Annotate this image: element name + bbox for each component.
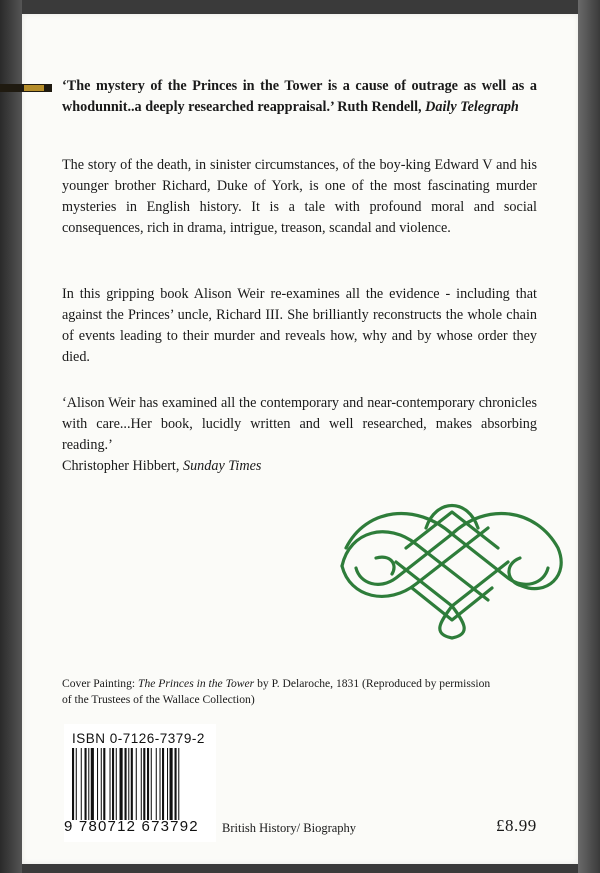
barcode-panel bbox=[64, 724, 216, 842]
isbn-label: ISBN 0-7126-7379-2 bbox=[72, 731, 205, 746]
right-edge-shadow bbox=[578, 0, 600, 873]
credit-prefix: Cover Painting: bbox=[62, 677, 136, 690]
barcode-digits: 9 780712 673792 bbox=[64, 818, 199, 835]
credit-painting-title: The Princes in the Tower bbox=[138, 677, 255, 690]
blurb-paragraph-2: In this gripping book Alison Weir re-examines all the evidence - including that against the Princes’ uncle, Richard III. She brilliantly reconstructs the whole chain of events leading to their murder and reveals how, why and by whose order they died. bbox=[62, 286, 537, 365]
gold-tab-mark bbox=[0, 84, 52, 92]
quote-source: Daily Telegraph bbox=[425, 99, 519, 115]
quote-source: Sunday Times bbox=[182, 458, 262, 474]
price-label: £8.99 bbox=[496, 816, 537, 835]
barcode-icon bbox=[72, 748, 212, 820]
quote-text: ‘The mystery of the Princes in the Tower is a cause of outrage as well as a whodunnit..a deeply researched reappraisal.’ bbox=[62, 78, 537, 115]
left-spine-shadow bbox=[0, 0, 22, 873]
review-quote-rendell bbox=[62, 76, 537, 118]
category-label: British History/ Biography bbox=[222, 821, 357, 835]
decorative-knot-ornament bbox=[336, 488, 568, 640]
credit-rest: by P. Delaroche, 1831 (Reproduced by permission of the Trustees of the Wallace Collection) bbox=[62, 677, 491, 706]
cover-painting-credit bbox=[62, 676, 502, 708]
quote-text: ‘Alison Weir has examined all the contemporary and near-contemporary chronicles with care...Her book, lucidly written and well researched, makes absorbing reading.’ bbox=[62, 395, 537, 453]
quote-author: Christopher Hibbert, bbox=[62, 458, 180, 474]
blurb-paragraph-1: The story of the death, in sinister circumstances, of the boy-king Edward V and his younger brother Richard, Duke of York, is one of the most fascinating murder mysteries in English history. It is a tale with profound moral and social consequences, rich in drama, intrigue, treason, scandal and violence. bbox=[62, 157, 537, 236]
quote-author: Ruth Rendell, bbox=[337, 99, 422, 115]
review-quote-hibbert bbox=[62, 393, 537, 477]
